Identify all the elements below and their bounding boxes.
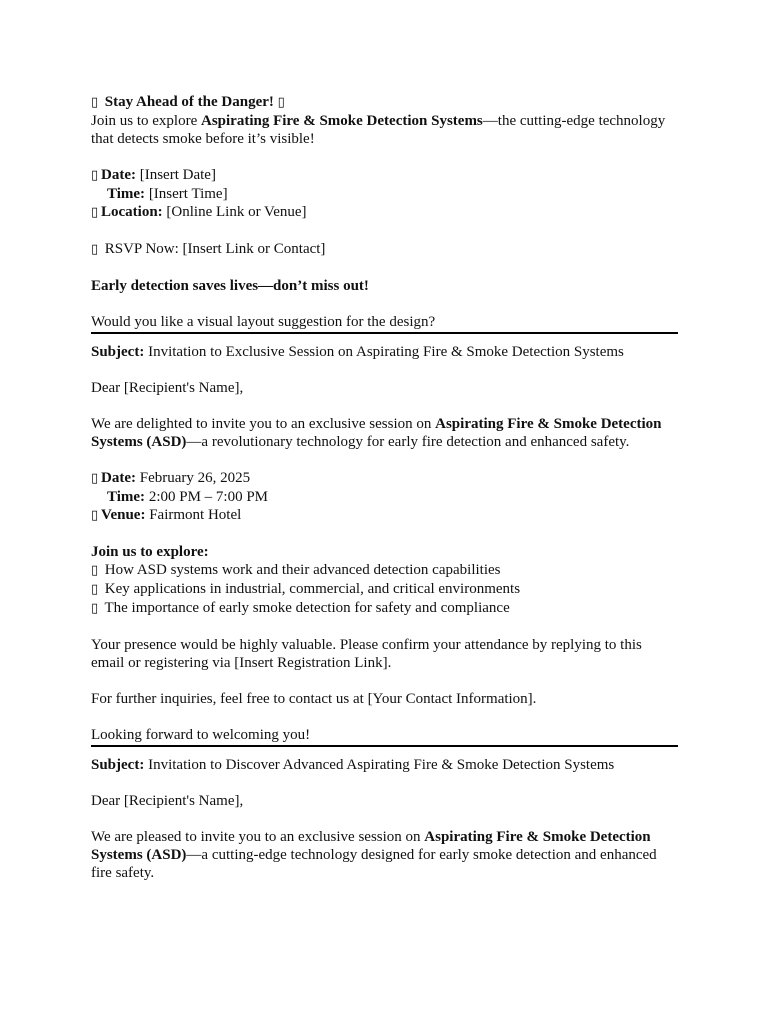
teaser-rsvp: ▯ RSVP Now: [Insert Link or Contact] [91,241,326,257]
email1-greeting: Dear [Recipient's Name], [91,380,244,396]
teaser-followup: Would you like a visual layout suggestion for the design? [91,314,436,330]
section-divider [91,745,678,747]
teaser-headline [91,93,678,112]
teaser-date: ▯ Date: [Insert Date] [91,167,216,183]
teaser-time: Time: [Insert Time] [107,186,228,202]
location-pin-icon: ▯ [91,205,99,220]
email2-greeting: Dear [Recipient's Name], [91,793,244,809]
rsvp-icon: ▯ [91,242,99,257]
email1-time: Time: 2:00 PM – 7:00 PM [107,489,269,505]
calendar-icon: ▯ [91,471,99,486]
email1-confirm: Your presence would be highly valuable. Please confirm your attendance by replying to this email or registering via [Insert Registration Link]. [91,637,642,671]
list-item: ▯ The importance of early smoke detection for safety and compliance [91,600,510,616]
siren-icon: ▯ [277,95,285,110]
list-item: ▯ Key applications in industrial, commercial, and critical environments [91,581,521,597]
email2-body: We are pleased to invite you to an exclusive session on Aspirating Fire & Smoke Detection Systems (ASD)—a cutting-edge technology designed for early smoke detection and enhanced fire safety. [91,829,657,881]
siren-icon: ▯ [91,95,99,110]
teaser-intro: Join us to explore Aspirating Fire & Smoke Detection Systems—the cutting-edge technology that detects smoke before it’s visible! [91,113,666,147]
checkmark-icon: ▯ [91,563,99,578]
teaser-tagline: Early detection saves lives—don’t miss out! [91,278,369,294]
email1-inquiries: For further inquiries, feel free to contact us at [Your Contact Information]. [91,691,537,707]
teaser-location: ▯ Location: [Online Link or Venue] [91,204,307,220]
calendar-icon: ▯ [91,168,99,183]
email1-venue: ▯ Venue: Fairmont Hotel [91,507,242,523]
email1-body: We are delighted to invite you to an exclusive session on Aspirating Fire & Smoke Detection Systems (ASD)—a revolutionary technology for early fire detection and enhanced safety. [91,416,662,450]
email1-date: ▯ Date: February 26, 2025 [91,470,251,486]
checkmark-icon: ▯ [91,582,99,597]
location-pin-icon: ▯ [91,508,99,523]
email2-subject: Subject: Invitation to Discover Advanced Aspirating Fire & Smoke Detection Systems [91,757,615,773]
email1-closing: Looking forward to welcoming you! [91,727,311,743]
teaser-headline-text: Stay Ahead of the Danger! [104,94,274,110]
section-divider [91,332,678,334]
document-page [91,93,678,882]
list-item: ▯ How ASD systems work and their advanced detection capabilities [91,562,501,578]
email1-subject: Subject: Invitation to Exclusive Session on Aspirating Fire & Smoke Detection Systems [91,344,624,360]
email1-explore-heading: Join us to explore: [91,544,209,560]
checkmark-icon: ▯ [91,601,99,616]
